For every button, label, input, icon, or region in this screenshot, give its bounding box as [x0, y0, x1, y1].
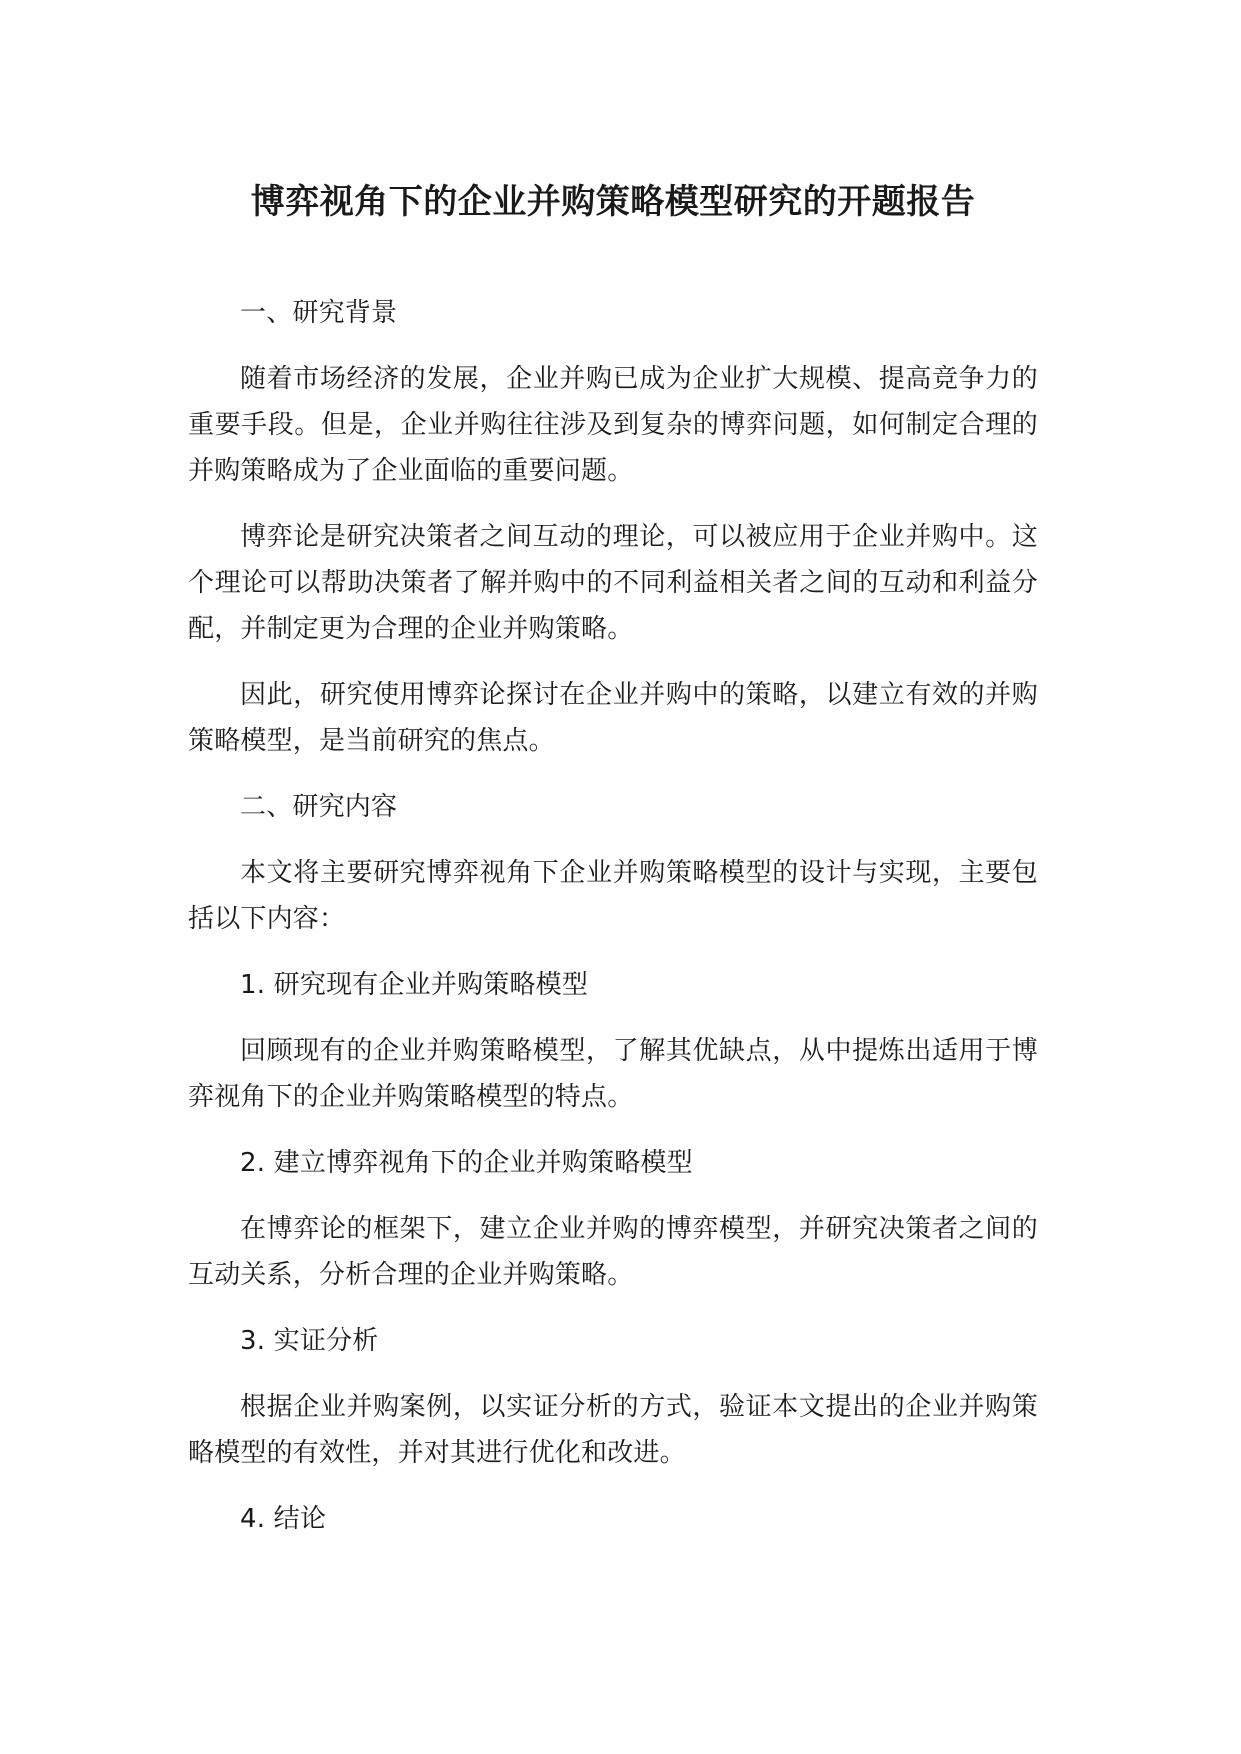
- paragraph: 本文将主要研究博弈视角下企业并购策略模型的设计与实现，主要包括以下内容：: [188, 858, 1038, 934]
- paragraph: 博弈论是研究决策者之间互动的理论，可以被应用于企业并购中。这个理论可以帮助决策者了解并购中的不同利益相关者之间的互动和利益分配，并制定更为合理的企业并购策略。: [188, 522, 1038, 644]
- paragraph: 在博弈论的框架下，建立企业并购的博弈模型，并研究决策者之间的互动关系，分析合理的企业并购策略。: [188, 1214, 1038, 1290]
- paragraph: 随着市场经济的发展，企业并购已成为企业扩大规模、提高竞争力的重要手段。但是，企业并购往往涉及到复杂的博弈问题，如何制定合理的并购策略成为了企业面临的重要问题。: [188, 364, 1038, 486]
- paragraph: 根据企业并购案例，以实证分析的方式，验证本文提出的企业并购策略模型的有效性，并对其进行优化和改进。: [188, 1392, 1038, 1468]
- section-heading-content: 二、研究内容: [240, 792, 398, 822]
- list-item-heading: 3. 实证分析: [240, 1326, 379, 1356]
- list-item-heading: 4. 结论: [240, 1504, 327, 1534]
- document-title: 博弈视角下的企业并购策略模型研究的开题报告: [250, 182, 976, 222]
- document-body: [188, 290, 1038, 1542]
- list-item-heading: 2. 建立博弈视角下的企业并购策略模型: [240, 1148, 693, 1178]
- paragraph: 回顾现有的企业并购策略模型，了解其优缺点，从中提炼出适用于博弈视角下的企业并购策略模型的特点。: [188, 1036, 1038, 1112]
- list-item-heading: 1. 研究现有企业并购策略模型: [240, 970, 589, 1000]
- section-heading-background: 一、研究背景: [240, 298, 398, 328]
- paragraph: 因此，研究使用博弈论探讨在企业并购中的策略，以建立有效的并购策略模型，是当前研究的焦点。: [188, 680, 1038, 756]
